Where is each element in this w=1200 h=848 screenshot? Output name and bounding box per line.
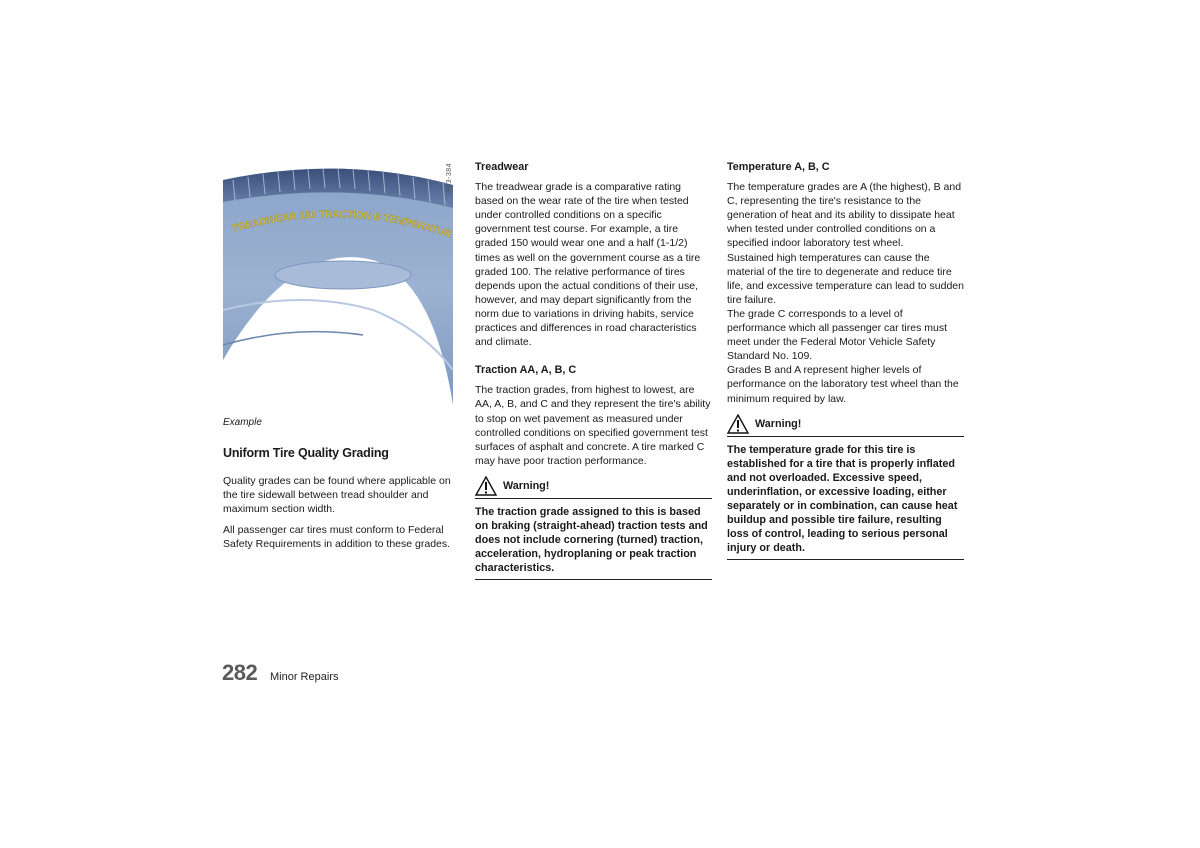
figure-code: P03-384 [446, 163, 453, 193]
temperature-paragraph-1: The temperature grades are A (the highest), B and C, representing the tire's resistance to the generation of heat and its ability to dissipate heat when tested under controlled conditions on a specified indoor laboratory test wheel. [727, 181, 962, 250]
warning-triangle-icon [727, 414, 749, 434]
tire-sidewall-text: TREADWEAR 150 TRACTION B TEMPERATUR [230, 209, 453, 241]
temperature-paragraph-3: The grade C corresponds to a level of performance which all passenger car tires must meet under the Federal Motor Vehicle Safety Standard No. 109. [727, 307, 948, 363]
column-temperature [727, 160, 964, 560]
treadwear-body: The treadwear grade is a comparative rating based on the wear rate of the tire when tested under controlled conditions on a specific government test course. For example, a tire graded 150 would wear one and a half (1-1/2) times as well on the government course as a tire graded 100. The relative performance of tires depends upon the actual conditions of their use, however, and may depart significantly from the norm due to variations in driving habits, service practices and differences in road characteristics and climate. [475, 181, 701, 349]
traction-heading: Traction AA, A, B, C [475, 364, 577, 377]
temperature-warning-text: The temperature grade for this tire is established for a tire that is properly inflated and not overloaded. Excessive speed, underinflation, or excessive loading, either separately or in combination, can cause heat buildup and possible tire failure, resulting loss of control, leading to serious personal injury or death. [727, 443, 964, 561]
footer-section-label: Minor Repairs [270, 671, 339, 683]
page-number: 282 [222, 660, 258, 685]
intro-paragraph-1: Quality grades can be found where applicable on the tire sidewall between tread shoulder and maximum section width. [223, 475, 451, 516]
traction-body: The traction grades, from highest to lowest, are AA, A, B, and C and they represent the tire's ability to stop on wet pavement as measured under controlled conditions on specified government test surfaces of asphalt and concrete. A tire marked C may have poor traction performance. [475, 384, 711, 467]
traction-warning-label: Warning! [503, 479, 550, 492]
temperature-warning-label: Warning! [755, 417, 802, 430]
intro-paragraph-2: All passenger car tires must conform to Federal Safety Requirements in addition to these grades. [223, 524, 451, 551]
section-title: Uniform Tire Quality Grading [223, 446, 389, 460]
temperature-heading: Temperature A, B, C [727, 161, 830, 173]
treadwear-heading: Treadwear [475, 161, 529, 173]
tire-sidewall-image [223, 160, 463, 405]
tire-illustration [223, 160, 463, 405]
temperature-paragraph-2: Sustained high temperatures can cause the material of the tire to degenerate and reduce tire life, and excessive temperature can lead to sudden tire failure. [727, 251, 964, 306]
column-treadwear-traction [475, 160, 712, 580]
temperature-warning-header [727, 414, 964, 437]
figure-caption: Example [223, 417, 262, 428]
warning-triangle-icon [475, 476, 497, 496]
traction-warning-text: The traction grade assigned to this is based on braking (straight-ahead) traction tests and does not include cornering (turned) traction, acceleration, hydroplaning or peak traction characteristics. [475, 505, 712, 580]
temperature-paragraph-4: Grades B and A represent higher levels of performance on the laboratory test wheel than the minimum required by law. [727, 364, 959, 405]
traction-warning-header [475, 476, 712, 499]
